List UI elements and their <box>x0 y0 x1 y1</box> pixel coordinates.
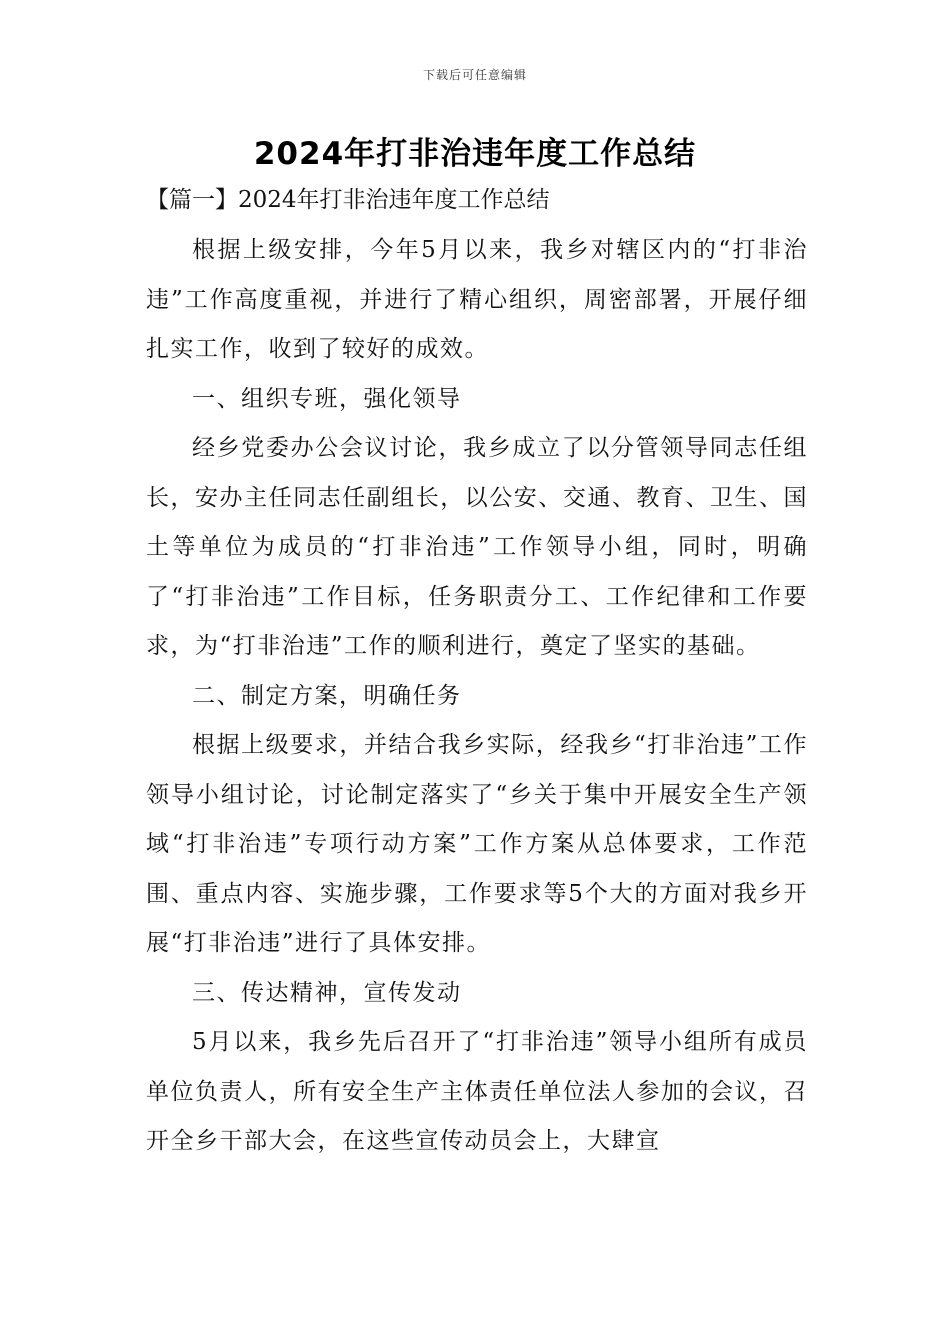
document-body <box>146 180 808 1167</box>
paragraph-publicity: 5月以来，我乡先后召开了“打非治违”领导小组所有成员单位负责人，所有安全生产主体责任单位法人参加的会议，召开全乡干部大会，在这些宣传动员会上，大肆宣 <box>146 1029 808 1154</box>
section-heading-2: 二、制定方案，明确任务 <box>192 682 462 709</box>
header-note: 下载后可任意编辑 <box>422 68 527 82</box>
section-heading-1: 一、组织专班，强化领导 <box>192 385 462 412</box>
section-heading-3: 三、传达精神，宣传发动 <box>192 979 462 1006</box>
paragraph-intro: 根据上级安排，今年5月以来，我乡对辖区内的“打非治违”工作高度重视，并进行了精心组织，周密部署，开展仔细扎实工作，收到了较好的成效。 <box>146 237 808 362</box>
paragraph-organization: 经乡党委办公会议讨论，我乡成立了以分管领导同志任组长，安办主任同志任副组长，以公安、交通、教育、卫生、国土等单位为成员的“打非治违”工作领导小组，同时，明确了“打非治违”工作目标，任务职责分工、工作纪律和工作要求，为“打非治违”工作的顺利进行，奠定了坚实的基础。 <box>146 435 808 659</box>
paragraph-plan: 根据上级要求，并结合我乡实际，经我乡“打非治违”工作领导小组讨论，讨论制定落实了“乡关于集中开展安全生产领域“打非治违”专项行动方案”工作方案从总体要求，工作范围、重点内容、实施步骤，工作要求等5个大的方面对我乡开展“打非治违”进行了具体安排。 <box>146 732 808 956</box>
document-title: 2024年打非治违年度工作总结 <box>253 136 697 172</box>
section-subtitle: 【篇一】2024年打非治违年度工作总结 <box>146 187 550 213</box>
